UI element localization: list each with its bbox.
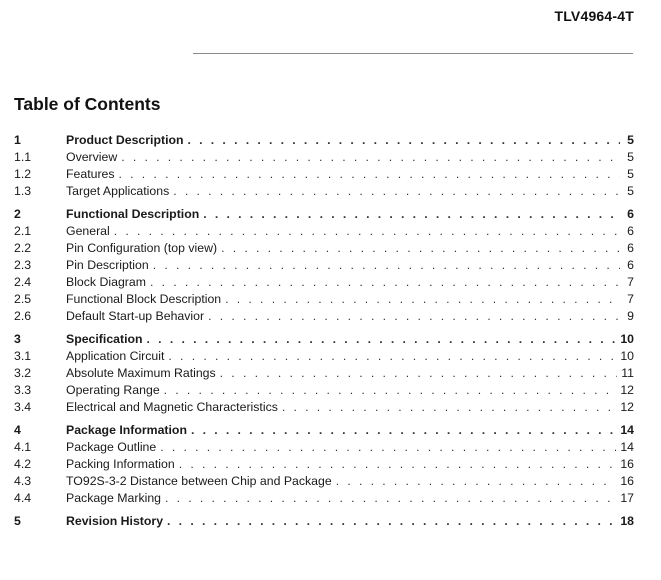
toc-entry[interactable] [14,399,634,416]
toc-entry-page: 16 [620,474,634,488]
toc-entry-label: Specification [66,332,143,346]
toc-entry-page: 14 [620,440,634,454]
toc-entry-text [66,399,616,416]
toc-entry-label: Pin Configuration (top view) [66,241,218,255]
toc-entry-page: 6 [627,224,634,238]
toc-entry-page: 7 [627,275,634,289]
toc-entry-text [66,513,616,530]
toc-entry-page: 17 [620,491,634,505]
toc-title: Table of Contents [14,94,161,114]
dot-leader [191,422,616,439]
toc-entry-page: 12 [620,383,634,397]
toc-entry-page: 6 [627,241,634,255]
toc-entry-label: Package Outline [66,440,157,454]
dot-leader [165,490,616,507]
toc-section [14,422,634,507]
dot-leader [167,513,616,530]
toc-entry-number: 3.2 [14,366,32,380]
dot-leader [282,399,616,416]
toc-entry-page: 12 [620,400,634,414]
toc-entry-text [66,439,616,456]
dot-leader [188,132,620,149]
toc-entry-page: 16 [620,457,634,471]
table-of-contents [14,132,634,536]
dot-leader [119,166,620,183]
toc-entry[interactable] [14,149,634,166]
toc-entry-page: 9 [627,309,634,323]
dot-leader [168,348,616,365]
dot-leader [179,456,617,473]
toc-chapter-entry[interactable] [14,513,634,530]
toc-entry[interactable] [14,291,634,308]
toc-entry-label: Operating Range [66,383,160,397]
toc-chapter-entry[interactable] [14,132,634,149]
toc-entry-label: Functional Description [66,207,200,221]
toc-entry-number: 3.3 [14,383,32,397]
dot-leader [208,308,620,325]
toc-entry-text [66,308,620,325]
toc-entry-text [66,331,616,348]
dot-leader [153,257,620,274]
toc-entry-page: 5 [627,133,634,147]
toc-entry-text [66,365,617,382]
toc-entry[interactable] [14,439,634,456]
toc-chapter-entry[interactable] [14,422,634,439]
toc-entry-text [66,422,616,439]
dot-leader [150,274,620,291]
toc-entry-label: Packing Information [66,457,175,471]
toc-entry-number: 2.6 [14,309,32,323]
toc-entry[interactable] [14,240,634,257]
toc-entry[interactable] [14,257,634,274]
toc-entry-page: 18 [620,514,634,528]
toc-entry-label: Block Diagram [66,275,146,289]
toc-entry[interactable] [14,456,634,473]
toc-entry-text [66,348,616,365]
toc-entry-label: Electrical and Magnetic Characteristics [66,400,278,414]
document-id: TLV4964-4T [554,8,634,24]
toc-entry-page: 10 [620,332,634,346]
toc-entry-page: 6 [627,207,634,221]
dot-leader [221,240,620,257]
toc-entry-label: Absolute Maximum Ratings [66,366,216,380]
toc-entry[interactable] [14,490,634,507]
toc-entry-label: Overview [66,150,118,164]
toc-entry-label: Package Marking [66,491,162,505]
toc-entry-text [66,166,620,183]
toc-entry-number: 2.4 [14,275,32,289]
toc-entry-page: 5 [627,184,634,198]
toc-entry-number: 4.2 [14,457,32,471]
dot-leader [173,183,620,200]
toc-entry[interactable] [14,473,634,490]
toc-entry-text [66,149,620,166]
toc-entry-text [66,291,620,308]
toc-entry-text [66,240,620,257]
toc-entry-label: Default Start-up Behavior [66,309,205,323]
dot-leader [121,149,620,166]
toc-entry-page: 11 [621,366,634,380]
dot-leader [164,382,617,399]
toc-entry-number: 4.3 [14,474,32,488]
dot-leader [160,439,616,456]
toc-entry-text [66,490,616,507]
toc-entry[interactable] [14,166,634,183]
toc-entry[interactable] [14,274,634,291]
toc-entry-text [66,473,616,490]
toc-entry-number: 1.2 [14,167,32,181]
toc-entry[interactable] [14,365,634,382]
toc-entry-page: 14 [620,423,634,437]
toc-entry-number: 4.1 [14,440,32,454]
toc-entry-label: Package Information [66,423,187,437]
toc-entry-text [66,257,620,274]
toc-entry-number: 2.5 [14,292,32,306]
toc-entry-number: 4 [14,423,21,437]
toc-chapter-entry[interactable] [14,206,634,223]
toc-entry[interactable] [14,382,634,399]
toc-entry-number: 4.4 [14,491,32,505]
toc-entry-label: Target Applications [66,184,170,198]
toc-entry-text [66,132,620,149]
toc-entry-text [66,382,616,399]
toc-entry-number: 1.3 [14,184,32,198]
toc-entry-number: 2.1 [14,224,32,238]
dot-leader [203,206,620,223]
toc-entry-text [66,183,620,200]
toc-entry-text [66,223,620,240]
dot-leader [220,365,618,382]
toc-entry-number: 1.1 [14,150,32,164]
toc-entry-text [66,456,616,473]
toc-entry-number: 1 [14,133,21,147]
dot-leader [114,223,620,240]
toc-entry-label: Pin Description [66,258,149,272]
toc-section [14,331,634,416]
dot-leader [225,291,620,308]
toc-entry-text [66,206,620,223]
toc-entry-label: Functional Block Description [66,292,222,306]
toc-entry[interactable] [14,348,634,365]
toc-entry-text [66,274,620,291]
toc-section [14,206,634,325]
toc-entry-number: 3.4 [14,400,32,414]
page-header [0,0,661,60]
toc-section [14,132,634,200]
toc-section [14,513,634,530]
toc-entry[interactable] [14,183,634,200]
dot-leader [336,473,617,490]
toc-entry-page: 7 [627,292,634,306]
toc-entry-label: Product Description [66,133,184,147]
toc-entry-page: 6 [627,258,634,272]
toc-entry[interactable] [14,308,634,325]
toc-entry-label: General [66,224,110,238]
toc-entry-number: 2.2 [14,241,32,255]
toc-chapter-entry[interactable] [14,331,634,348]
toc-entry-number: 2.3 [14,258,32,272]
toc-entry-number: 2 [14,207,21,221]
toc-entry-label: Features [66,167,115,181]
toc-entry-number: 5 [14,514,21,528]
header-rule [193,53,633,54]
toc-entry-page: 10 [620,349,634,363]
toc-entry-page: 5 [627,167,634,181]
dot-leader [147,331,617,348]
toc-entry-number: 3.1 [14,349,32,363]
toc-entry[interactable] [14,223,634,240]
toc-entry-label: TO92S-3-2 Distance between Chip and Package [66,474,332,488]
toc-entry-label: Revision History [66,514,164,528]
toc-entry-label: Application Circuit [66,349,165,363]
toc-entry-number: 3 [14,332,21,346]
toc-entry-page: 5 [627,150,634,164]
